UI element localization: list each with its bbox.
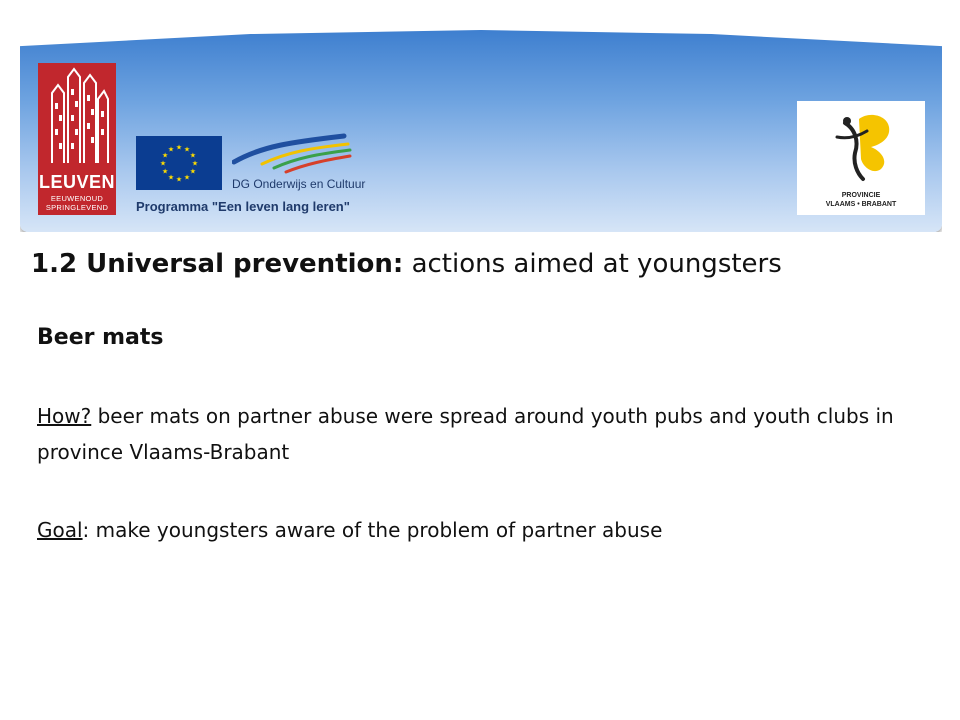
how-label: How? <box>37 404 92 428</box>
eu-star-icon: ★ <box>167 146 175 154</box>
eu-star-icon: ★ <box>175 144 183 152</box>
eu-star-icon: ★ <box>189 152 197 160</box>
leuven-logo-line2: SPRINGLEVEND <box>45 203 109 212</box>
province-logo-line1: PROVINCIE <box>841 192 881 199</box>
province-logo-line2: VLAAMS • BRABANT <box>825 201 897 208</box>
eu-star-icon: ★ <box>161 168 169 176</box>
goal-text: : make youngsters aware of the problem of partner abuse <box>82 518 663 542</box>
eu-star-icon: ★ <box>183 174 191 182</box>
eu-flag-icon <box>136 136 222 190</box>
how-paragraph <box>37 398 927 470</box>
how-text: beer mats on partner abuse were spread around youth pubs and youth clubs in province Vlaams-Brabant <box>37 404 894 464</box>
dg-onderwijs-label: DG Onderwijs en Cultuur <box>232 177 366 191</box>
goal-label: Goal <box>37 518 83 542</box>
leuven-logo-line1: EEUWENOUD <box>50 194 104 203</box>
subheading: Beer mats <box>37 325 164 350</box>
goal-paragraph <box>37 512 927 548</box>
slide-title-bold: 1.2 Universal prevention: <box>31 249 404 279</box>
slide-title-rest: actions aimed at youngsters <box>411 249 782 279</box>
programme-label: Programma "Een leven lang leren" <box>136 199 350 214</box>
province-emblem-icon <box>797 101 925 191</box>
eu-star-icon: ★ <box>167 174 175 182</box>
eu-star-icon: ★ <box>191 160 199 168</box>
eu-star-icon: ★ <box>189 168 197 176</box>
province-vlaams-brabant-logo <box>797 101 925 215</box>
eu-star-icon: ★ <box>183 146 191 154</box>
slide-title <box>31 249 782 279</box>
lifelong-learning-swoosh-icon <box>232 132 352 176</box>
eu-star-icon: ★ <box>159 160 167 168</box>
leuven-logo <box>38 63 116 215</box>
leuven-logo-name: LEUVEN <box>38 172 115 192</box>
leuven-building-icon <box>38 63 116 169</box>
eu-star-icon: ★ <box>161 152 169 160</box>
eu-star-icon: ★ <box>175 176 183 184</box>
